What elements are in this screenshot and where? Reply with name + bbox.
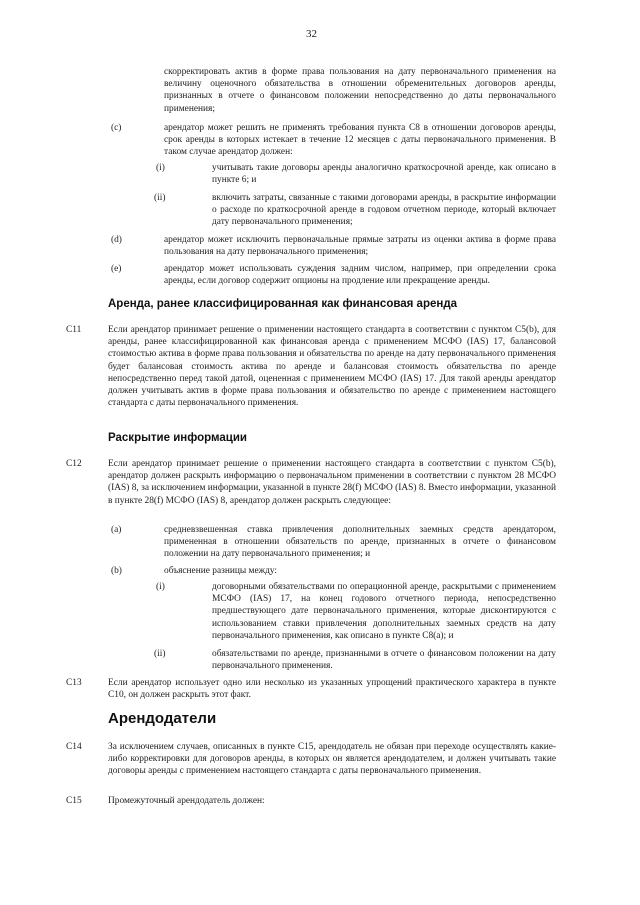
item-text-a: средневзвешенная ставка привлечения дополнительных заемных средств арендатором, примененная в отношении обязательств по аренде, признанных в отчете о финансовом положении на дату первоначального применения; и: [164, 525, 556, 560]
subitem-label-b-ii: (ii): [154, 649, 166, 659]
subitem-label-b-i: (i): [156, 582, 165, 592]
subitem-text-b-ii: обязательствами по аренде, признанными в отчете о финансовом положении на дату первоначального применения.: [212, 649, 556, 672]
subitem-label-c-ii: (ii): [154, 193, 166, 203]
subitem-text-c-i: учитывать такие договоры аренды аналогично краткосрочной аренде, как описано в пункте 6; и: [212, 163, 556, 186]
paragraph-c13: Если арендатор использует одно или несколько из указанных упрощений практического характера в пункте C10, он должен раскрыть этот факт.: [108, 678, 556, 701]
subitem-text-b-i: договорными обязательствами по операционной аренде, раскрытыми с применением МСФО (IAS) 17, на конец годового отчетного периода, непосредственно предшествующего дате первоначального применения, которые дисконтируются с использованием ставки привлечения дополнительных заемных средств на дату первоначального применения, как описано в пункте C8(a); и: [212, 582, 556, 641]
paragraph-label-c13: C13: [66, 678, 82, 688]
item-label-c: (c): [111, 123, 122, 133]
item-label-e: (e): [111, 264, 122, 274]
item-text-b: объяснение разницы между:: [164, 566, 278, 576]
paragraph-label-c11: C11: [66, 325, 82, 335]
section-heading-lessors: Арендодатели: [108, 710, 217, 727]
paragraph-continuation: скорректировать актив в форме права пользования на дату первоначального применения на величину оценочного обязательства в отношении обременительных договоров аренды, признанных в отчете о финансовом положении непосредственно до даты первоначального применения;: [164, 67, 556, 114]
page-number: 32: [306, 28, 317, 40]
paragraph-c12: Если арендатор принимает решение о применении настоящего стандарта в соответствии с пунктом C5(b), арендатор должен раскрыть информацию о первоначальном применении в соответствии с пунктом 28 МСФО (IAS) 8, за исключением информации, указанной в пункте 28(f) МСФО (IAS) 8. Вместо информации, указанной в пункте 28(f) МСФО (IAS) 8, арендатор должен раскрыть следующее:: [108, 459, 556, 506]
paragraph-c14: За исключением случаев, описанных в пункте C15, арендодатель не обязан при переходе осуществлять какие-либо корректировки для договоров аренды, в которых он является арендодателем, и должен учитывать такие договоры аренды с применением настоящего стандарта с даты первоначального применения.: [108, 742, 556, 777]
section-heading-finance-lease: Аренда, ранее классифицированная как финансовая аренда: [108, 298, 458, 310]
paragraph-label-c14: C14: [66, 742, 82, 752]
subitem-text-c-ii: включить затраты, связанные с такими договорами аренды, в раскрытие информации о расходе по краткосрочной аренде в годовом отчетном периоде, который включает дату первоначального применения;: [212, 193, 556, 228]
item-label-b: (b): [111, 566, 122, 576]
section-heading-disclosure: Раскрытие информации: [108, 432, 247, 444]
paragraph-label-c15: C15: [66, 796, 82, 806]
item-text-d: арендатор может исключить первоначальные прямые затраты из оценки актива в форме права пользования на дату первоначального применения;: [164, 235, 556, 258]
paragraph-c15: Промежуточный арендодатель должен:: [108, 796, 265, 806]
paragraph-label-c12: C12: [66, 459, 82, 469]
item-label-d: (d): [111, 235, 122, 245]
item-text-e: арендатор может использовать суждения задним числом, например, при определении срока аренды, если договор содержит опционы на продление или прекращение аренды.: [164, 264, 556, 287]
item-text-c: арендатор может решить не применять требования пункта C8 в отношении договоров аренды, срок аренды в которых истекает в течение 12 месяцев с даты первоначального применения. В таком случае арендатор должен:: [164, 123, 556, 158]
item-label-a: (a): [111, 525, 122, 535]
paragraph-c11: Если арендатор принимает решение о применении настоящего стандарта в соответствии с пунктом C5(b), для аренды, ранее классифицированной как финансовая аренда с применением МСФО (IAS) 17, балансовой стоимостью актива в форме права пользования и обязательства по аренде на дату первоначального применения будет балансовая стоимость актива по аренде и балансовая стоимость обязательства по аренде непосредственно перед такой датой, оцененная с применением МСФО (IAS) 17. Для такой аренды арендатор должен учитывать актив в форме права пользования и обязательство по аренде с применением настоящего стандарта с даты первоначального применения.: [108, 325, 556, 409]
subitem-label-c-i: (i): [156, 163, 165, 173]
